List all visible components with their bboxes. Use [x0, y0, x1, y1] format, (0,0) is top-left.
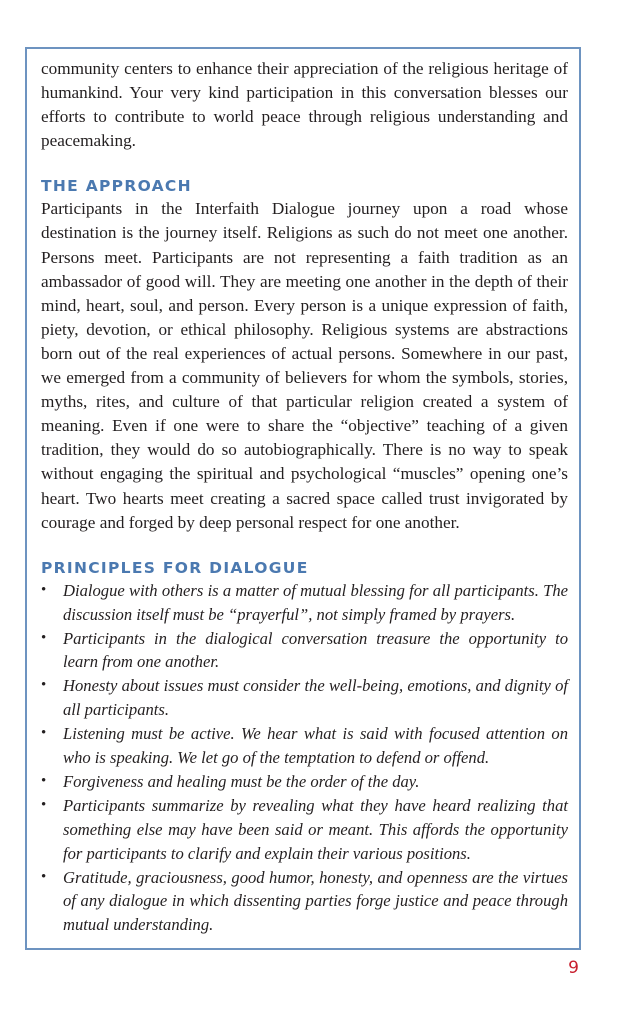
list-item-text: Forgiveness and healing must be the order of the day. — [63, 771, 420, 791]
list-item-text: Listening must be active. We hear what is said with focused attention on who is speaking. We let go of the temptation to defend or offend. — [63, 724, 568, 768]
list-item-text: Participants summarize by revealing what they have heard realizing that something else may have been said or meant. This affords the opportunity for participants to clarify and explain their various positions. — [63, 795, 568, 863]
list-item-text: Participants in the dialogical conversation treasure the opportunity to learn from one another. — [63, 628, 568, 672]
list-item — [41, 866, 568, 938]
list-item — [41, 627, 568, 675]
approach-paragraph: Participants in the Interfaith Dialogue journey upon a road whose destination is the journey itself. Religions as such do not meet one another. Persons meet. Participants are not representing a faith tradition as an ambassador of good will. They are meeting one another in the depth of their mind, heart, soul, and person. Every person is a unique expression of faith, piety, devotion, or ethical philosophy. Religious systems are abstractions born out of the real experiences of actual persons. Somewhere in our past, we emerged from a community of believers for whom the symbols, stories, myths, rites, and culture of that particular religion created a system of meaning. Even if one were to share the “objective” teaching of a given tradition, they would do so autobiographically. There is no way to speak without engaging the spiritual and psychological “muscles” opening one’s heart. Two hearts meet creating a sacred space called trust invigorated by courage and forged by deep personal respect for one another. — [41, 199, 568, 532]
principles-heading: PRINCIPLES FOR DIALOGUE — [41, 558, 309, 577]
page-content — [41, 57, 568, 937]
bullet-icon: • — [41, 868, 47, 885]
bullet-icon: • — [41, 725, 47, 742]
intro-paragraph: community centers to enhance their appreciation of the religious heritage of humankind. Your very kind participation in this conversation blesses our efforts to contribute to world peace through religious understanding and peacemaking. — [41, 59, 568, 151]
bullet-icon: • — [41, 581, 47, 598]
bullet-icon: • — [41, 796, 47, 813]
list-item — [41, 794, 568, 866]
bullet-icon: • — [41, 772, 47, 789]
list-item-text: Gratitude, graciousness, good humor, honesty, and openness are the virtues of any dialogue in which dissenting parties forge justice and peace through mutual understanding. — [63, 867, 568, 935]
bullet-icon: • — [41, 629, 47, 646]
list-item — [41, 674, 568, 722]
list-item — [41, 770, 568, 794]
approach-heading: THE APPROACH — [41, 177, 192, 196]
principles-list — [41, 579, 568, 938]
bullet-icon: • — [41, 677, 47, 694]
page-number: 9 — [568, 958, 579, 978]
list-item — [41, 579, 568, 627]
list-item — [41, 722, 568, 770]
list-item-text: Honesty about issues must consider the well-being, emotions, and dignity of all participants. — [63, 676, 568, 720]
list-item-text: Dialogue with others is a matter of mutual blessing for all participants. The discussion itself must be “prayerful”, not simply framed by prayers. — [63, 580, 568, 624]
